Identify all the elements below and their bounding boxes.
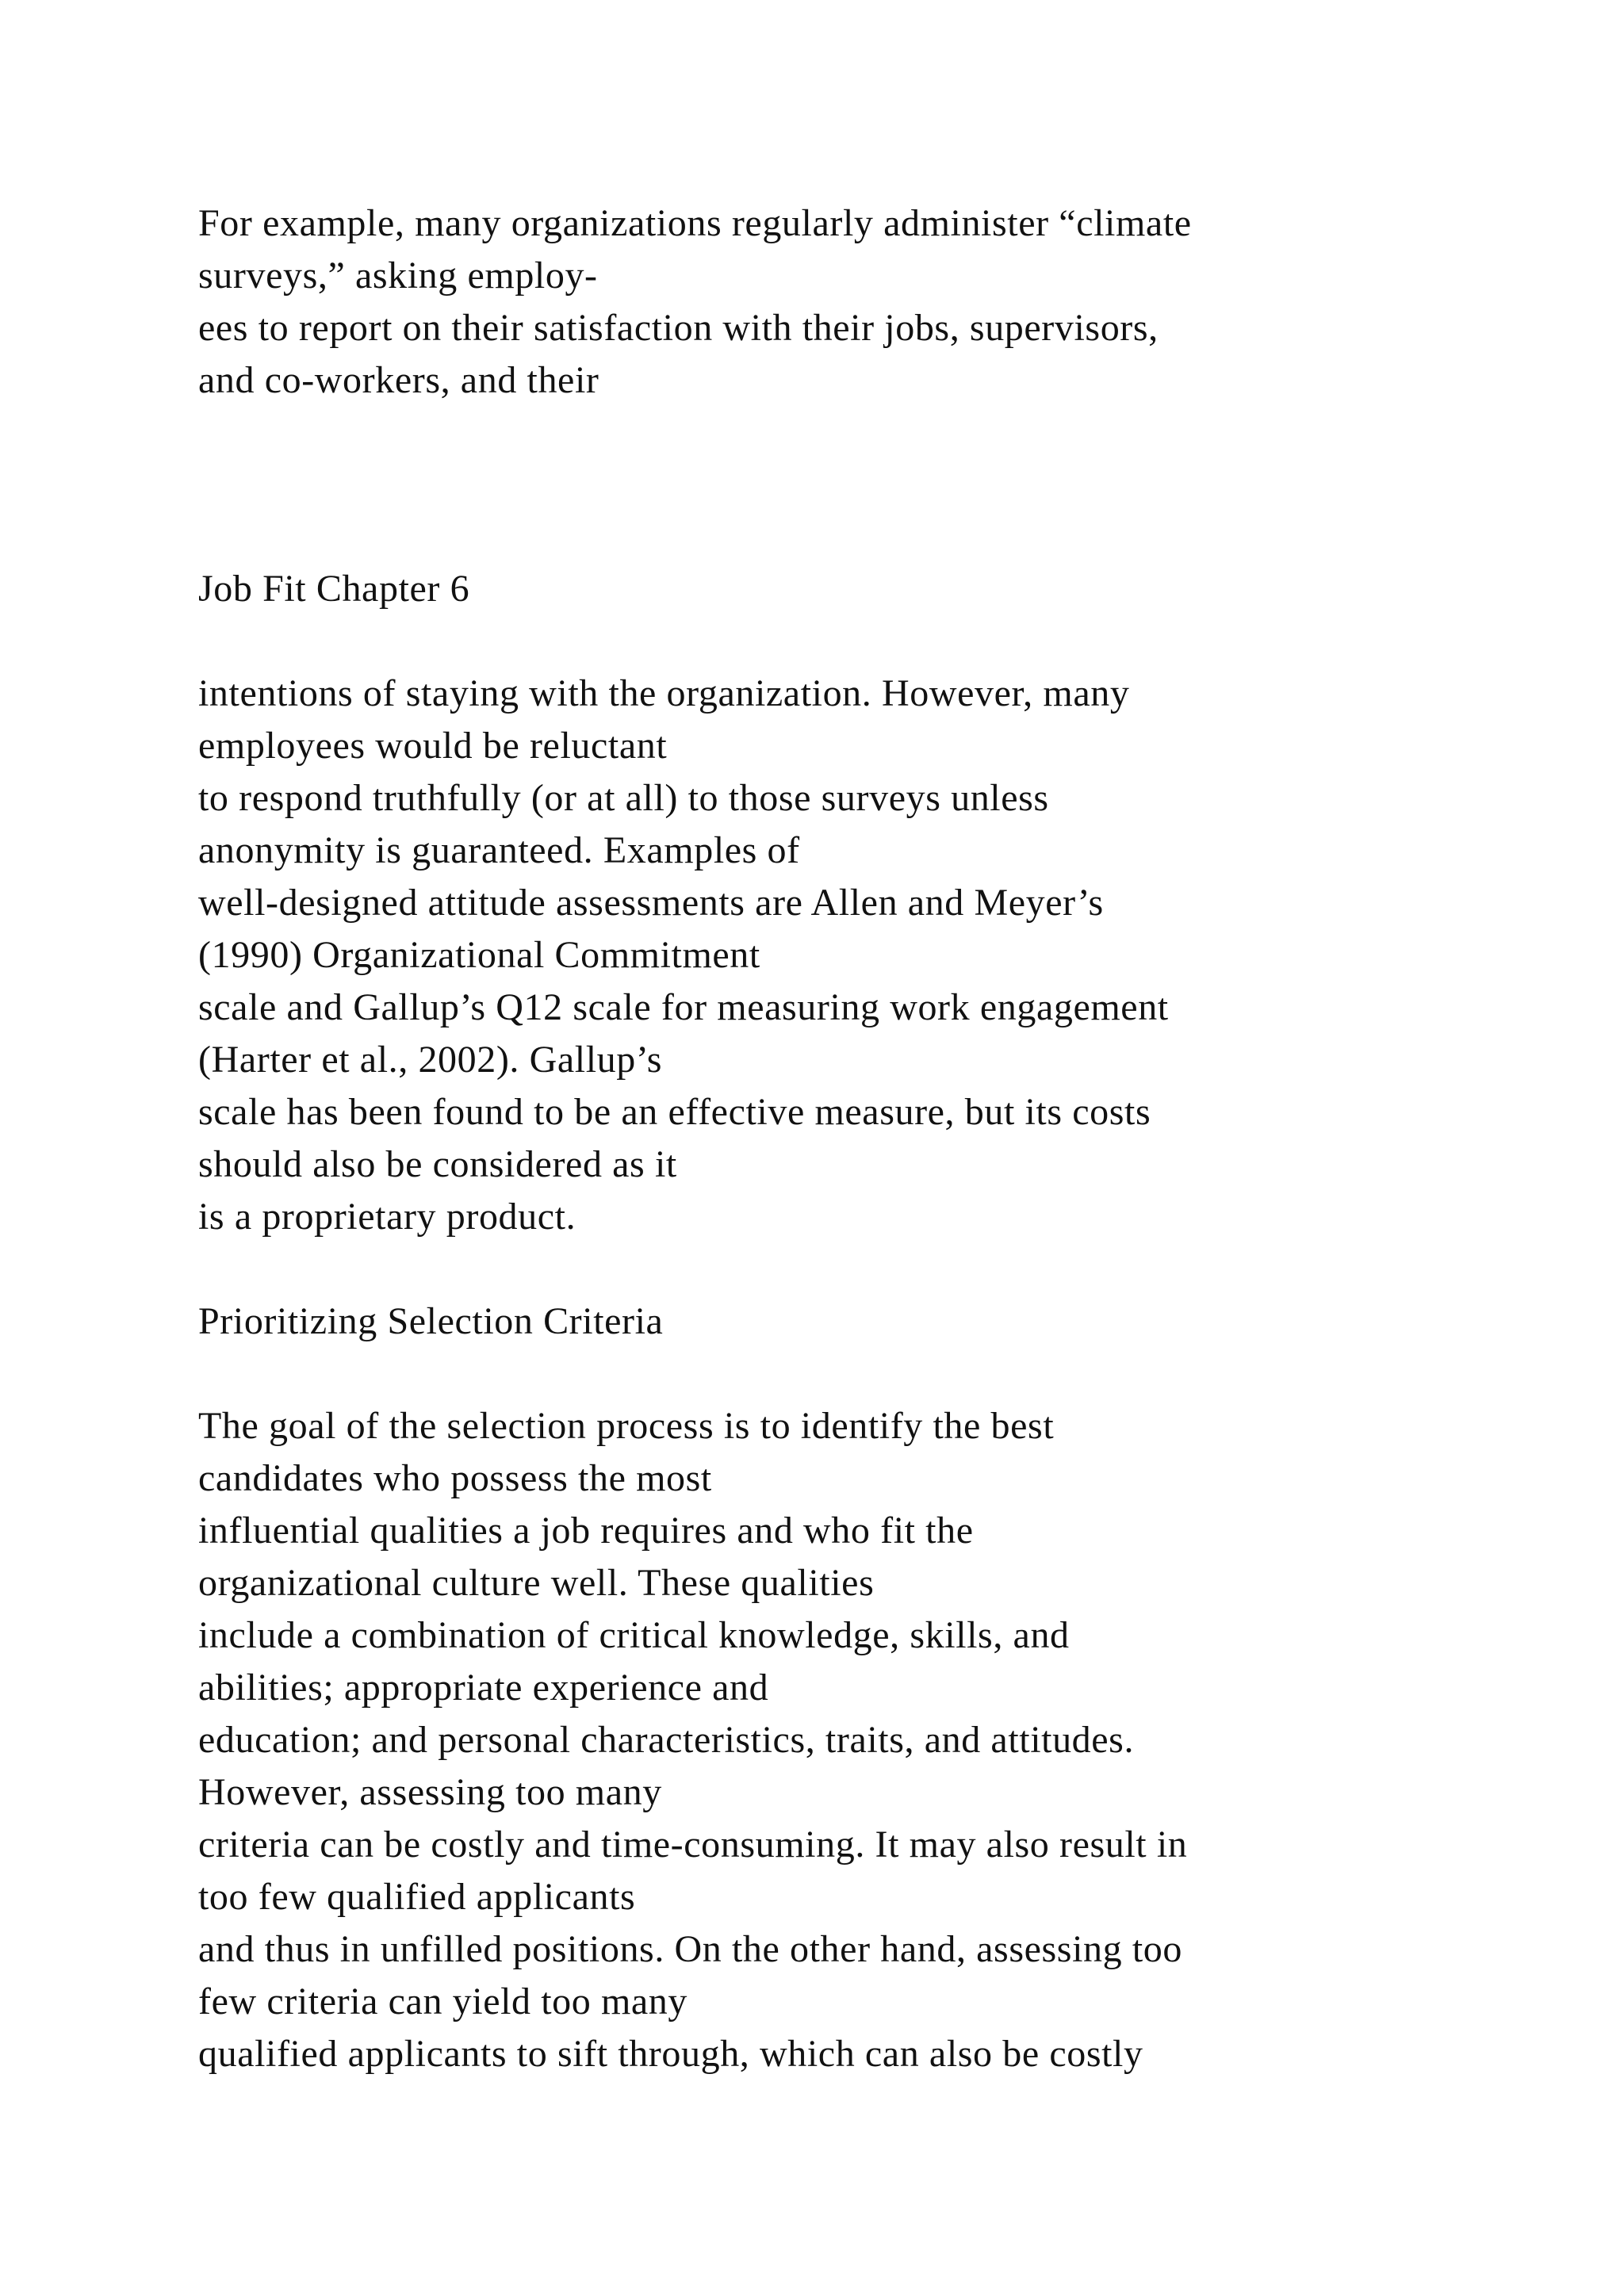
text-line: anonymity is guaranteed. Examples of bbox=[198, 829, 800, 871]
text-line: surveys,” asking employ- bbox=[198, 254, 598, 297]
text-line: intentions of staying with the organization. However, many bbox=[198, 672, 1130, 714]
text-line: However, assessing too many bbox=[198, 1771, 662, 1813]
text-line: scale has been found to be an effective measure, but its costs bbox=[198, 1091, 1151, 1133]
text-line: criteria can be costly and time-consuming. It may also result in bbox=[198, 1823, 1188, 1866]
text-line: too few qualified applicants bbox=[198, 1876, 636, 1918]
text-line: influential qualities a job requires and who fit the bbox=[198, 1510, 974, 1552]
text-line: (1990) Organizational Commitment bbox=[198, 934, 760, 976]
text-line: scale and Gallup’s Q12 scale for measuring work engagement bbox=[198, 986, 1169, 1028]
text-line: and thus in unfilled positions. On the other hand, assessing too bbox=[198, 1928, 1182, 1970]
text-line: ees to report on their satisfaction with their jobs, supervisors, bbox=[198, 307, 1159, 349]
text-line: should also be considered as it bbox=[198, 1143, 677, 1185]
text-line: education; and personal characteristics, traits, and attitudes. bbox=[198, 1719, 1135, 1761]
text-line: and co-workers, and their bbox=[198, 359, 599, 401]
text-line: to respond truthfully (or at all) to those surveys unless bbox=[198, 777, 1049, 819]
text-line: (Harter et al., 2002). Gallup’s bbox=[198, 1039, 663, 1081]
text-line: The goal of the selection process is to identify the best bbox=[198, 1405, 1055, 1447]
text-line: qualified applicants to sift through, which can also be costly bbox=[198, 2033, 1143, 2075]
text-line: include a combination of critical knowledge, skills, and bbox=[198, 1614, 1070, 1656]
text-line: abilities; appropriate experience and bbox=[198, 1667, 769, 1709]
chapter-heading: Job Fit Chapter 6 bbox=[198, 568, 470, 610]
text-line: is a proprietary product. bbox=[198, 1196, 576, 1238]
text-line: organizational culture well. These qualities bbox=[198, 1562, 875, 1604]
section-heading: Prioritizing Selection Criteria bbox=[198, 1300, 664, 1342]
text-line: employees would be reluctant bbox=[198, 725, 668, 767]
text-line: few criteria can yield too many bbox=[198, 1980, 688, 2022]
text-line: well-designed attitude assessments are Allen and Meyer’s bbox=[198, 882, 1104, 924]
text-line: candidates who possess the most bbox=[198, 1457, 712, 1499]
text-line: For example, many organizations regularly administer “climate bbox=[198, 202, 1192, 244]
